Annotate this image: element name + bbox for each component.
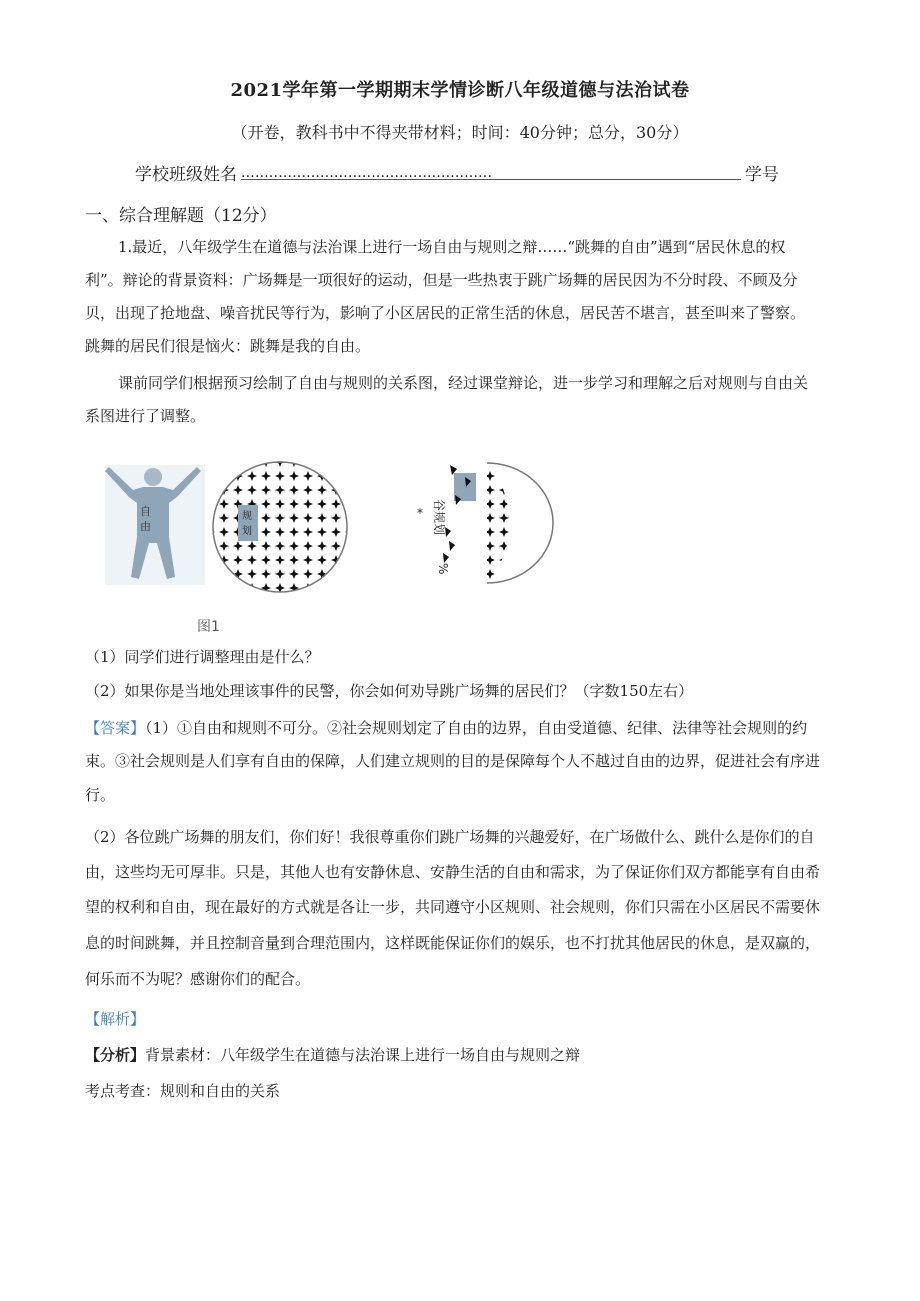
- figure-1: [105, 455, 685, 625]
- answer-2-text-2: 由，这些均无可厚非。只是，其他人也有安静休息、安静生活的自由和需求，为了保证你们双方都能享有自由希: [85, 863, 821, 881]
- person-label-2: 由: [140, 520, 151, 533]
- scribble-percent: %: [436, 563, 450, 575]
- rule-label-right: 谷规划: [432, 499, 446, 536]
- question-context-1: 课前同学们根据预习绘制了自由与规则的关系图，经过课堂辩论，进一步学习和理解之后对规则与自由关: [118, 374, 809, 392]
- school-dots: ......................................................: [241, 165, 493, 181]
- fenxi-text: 背景素材：八年级学生在道德与法治课上进行一场自由与规则之辩: [145, 1046, 581, 1064]
- sub-question-1: （1）同学们进行调整理由是什么？: [85, 648, 320, 666]
- question-intro-1: 1.最近，八年级学生在道德与法治课上进行一场自由与规则之辩……“跳舞的自由”遇到“居民休息的权: [118, 238, 786, 256]
- rules-circle-left: [213, 462, 347, 592]
- exam-title: 2021学年第一学期期末学情诊断八年级道德与法治试卷: [230, 80, 690, 101]
- scribble-mark: *: [417, 506, 423, 520]
- school-info-line: [135, 160, 779, 185]
- answer-line-1: [85, 717, 807, 739]
- fenxi-tag: 【分析】: [85, 1046, 146, 1064]
- person-label-1: 自: [140, 505, 151, 518]
- answer-2-text-4: 息的时间跳舞，并且控制音量到合理范围内，这样既能保证你们的娱乐，也不打扰其他居民的休息，是双赢的，: [85, 934, 821, 952]
- section-title: 一、综合理解题（12分）: [85, 206, 277, 226]
- school-prefix: 学校班级姓名: [135, 165, 237, 185]
- answer-1-text-2: 束。③社会规则是人们享有自由的保障，人们建立规则的目的是保障每个人不越过自由的边界，促进社会有序进: [85, 752, 821, 770]
- answer-1-text-3: 行。: [85, 786, 116, 804]
- relation-diagram: [105, 455, 685, 625]
- answer-tag: 【答案】: [85, 719, 146, 737]
- analysis-fenxi: [85, 1044, 580, 1066]
- answer-2-text-5: 何乐而不为呢？感谢你们的配合。: [85, 970, 311, 988]
- answer-2-text-3: 望的权利和自由，现在最好的方式就是各让一步，共同遵守小区规则、社会规则，你们只需在小区居民不需要休: [85, 898, 821, 916]
- exam-subtitle: （开卷，教科书中不得夹带材料；时间：40分钟；总分，30分）: [231, 123, 689, 142]
- freedom-person-icon: [105, 465, 205, 585]
- school-fill-line[interactable]: [241, 165, 741, 180]
- question-intro-2: 利”。辩论的背景资料：广场舞是一项很好的运动，但是一些热衷于跳广场舞的居民因为不分时段、不顾及分: [85, 271, 798, 289]
- answer-1-text-1: （1）①自由和规则不可分。②社会规则划定了自由的边界，自由受道德、纪律、法律等社会规则的约: [145, 719, 808, 737]
- rule-label-left-2: 划: [242, 526, 252, 537]
- question-intro-3: 贝，出现了抢地盘、噪音扰民等行为，影响了小区居民的正常生活的休息，居民苦不堪言，甚至叫来了警察。: [85, 304, 806, 322]
- analysis-tag: 【解析】: [85, 1010, 146, 1028]
- question-intro-4: 跳舞的居民们很是恼火：跳舞是我的自由。: [85, 337, 371, 355]
- school-suffix: 学号: [745, 165, 779, 185]
- sub-question-2: （2）如果你是当地处理该事件的民警，你会如何劝导跳广场舞的居民们？（字数150左右）: [85, 682, 694, 700]
- question-context-2: 系图进行了调整。: [85, 407, 206, 425]
- rule-label-left-1: 规: [242, 511, 252, 522]
- analysis-kaodian: 考点考查：规则和自由的关系: [85, 1082, 281, 1100]
- figure-caption: 图1: [197, 619, 220, 635]
- answer-2-text-1: （2）各位跳广场舞的朋友们，你们好！我很尊重你们跳广场舞的兴趣爱好，在广场做什么、跳什么是你们的自: [85, 828, 815, 846]
